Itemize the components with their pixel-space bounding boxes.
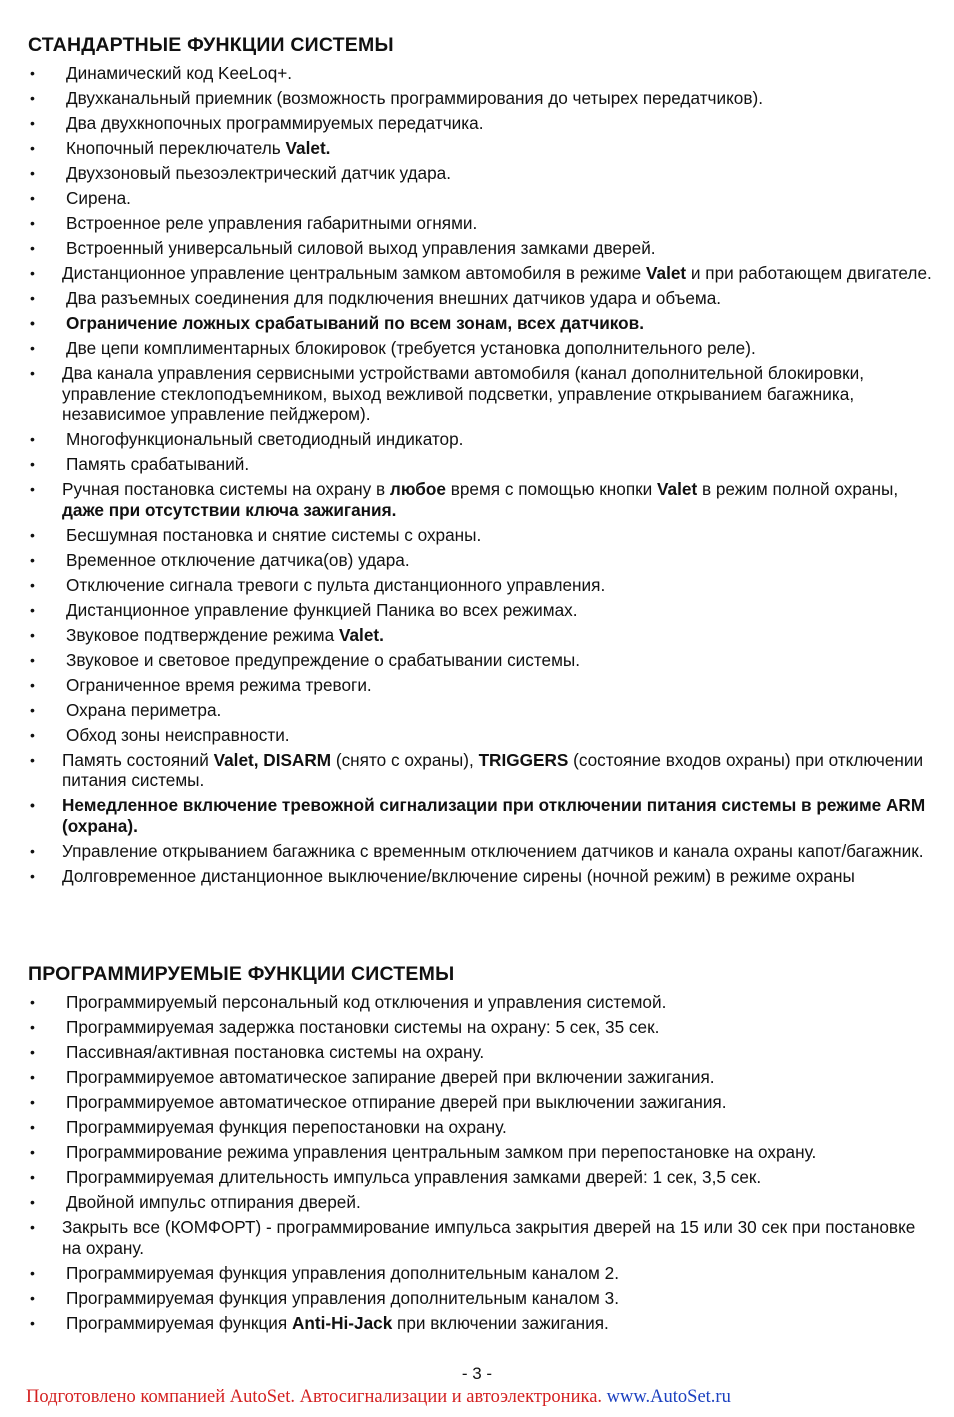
bullet-icon: •	[30, 140, 35, 156]
bullet-icon: •	[30, 1069, 35, 1085]
list-item	[0, 113, 954, 134]
item-text: Программируемая функция управления дополнительным каналом 2.	[66, 1262, 619, 1283]
bullet-icon: •	[30, 240, 35, 256]
list-item	[0, 1192, 954, 1213]
standard-functions-heading: СТАНДАРТНЫЕ ФУНКЦИИ СИСТЕМЫ	[28, 34, 394, 56]
list-item	[0, 88, 954, 109]
item-text: Отключение сигнала тревоги с пульта дистанционного управления.	[66, 574, 606, 595]
bullet-icon: •	[30, 551, 35, 568]
item-text: и при работающем двигателе.	[686, 263, 932, 283]
list-item	[0, 795, 954, 836]
list-item	[0, 1067, 954, 1088]
bullet-icon: •	[30, 797, 35, 813]
item-text: Двухзоновый пьезоэлектрический датчик удара.	[66, 163, 451, 183]
bullet-icon: •	[30, 115, 35, 131]
bullet-icon: •	[30, 1169, 35, 1185]
list-item	[0, 429, 954, 450]
list-item	[0, 363, 954, 425]
bullet-icon: •	[30, 265, 35, 281]
item-text: Встроенный универсальный силовой выход управления замками дверей.	[66, 238, 656, 258]
item-text: Программируемая длительность импульса управления замками дверей: 1 сек, 3,5 сек.	[66, 1167, 762, 1187]
list-item	[0, 288, 954, 309]
item-text: Программируемая функция	[66, 1312, 292, 1333]
list-item	[0, 454, 954, 475]
item-text: Долговременное дистанционное выключение/включение сирены (ночной режим) в режиме охраны	[62, 865, 855, 886]
item-text: при включении зажигания.	[392, 1312, 609, 1333]
list-item	[0, 625, 954, 646]
list-item	[0, 1042, 954, 1063]
list-item	[0, 866, 954, 887]
list-item	[0, 1288, 954, 1309]
item-text: Динамический код KeeLoq+.	[66, 63, 293, 83]
item-text: Два двухкнопочных программируемых передатчика.	[66, 113, 484, 133]
bullet-icon: •	[30, 431, 35, 447]
item-text: Многофункциональный светодиодный индикатор.	[66, 429, 464, 449]
bullet-icon: •	[30, 601, 35, 618]
bullet-icon: •	[30, 751, 35, 768]
bullet-icon: •	[30, 1094, 35, 1110]
bullet-icon: •	[30, 1289, 35, 1306]
item-text: Два разъемных соединения для подключения внешних датчиков удара и объема.	[66, 288, 722, 308]
item-text: (снято с охраны),	[331, 749, 479, 770]
bullet-icon: •	[30, 576, 35, 593]
list-item	[0, 163, 954, 184]
item-text: Программируемое автоматическое запирание дверей при включении зажигания.	[66, 1067, 715, 1087]
bullet-icon: •	[30, 315, 35, 331]
bullet-icon: •	[30, 842, 35, 859]
bold-text: Valet.	[285, 138, 331, 158]
list-item	[0, 841, 954, 862]
list-item	[0, 750, 954, 791]
bullet-icon: •	[30, 165, 35, 181]
bullet-icon: •	[30, 1119, 35, 1135]
list-item	[0, 675, 954, 696]
list-item	[0, 63, 954, 84]
list-item	[0, 550, 954, 571]
item-text: Программируемая задержка постановки системы на охрану: 5 сек, 35 сек.	[66, 1017, 660, 1037]
list-item	[0, 600, 954, 621]
item-text: Немедленное включение тревожной сигнализации при отключении питания системы в режиме ARM (охрана).	[62, 795, 926, 836]
bullet-icon: •	[30, 65, 35, 81]
bullet-icon: •	[30, 456, 35, 472]
item-text: Закрыть все (КОМФОРТ) - программирование импульса закрытия дверей на 15 или 30 сек при постановке на охрану.	[62, 1217, 916, 1258]
bullet-icon: •	[30, 726, 35, 743]
bullet-icon: •	[30, 626, 35, 643]
item-text: время с помощью кнопки	[445, 479, 658, 499]
item-text: Двухканальный приемник (возможность программирования до четырех передатчиков).	[66, 88, 763, 108]
bold-text: Anti-Hi-Jack	[291, 1312, 393, 1333]
list-item	[0, 188, 954, 209]
item-text: Кнопочный переключатель	[66, 138, 286, 158]
item-text: Два канала управления сервисными устройствами автомобиля (канал дополнительной блокировки, управление стеклоподъемником, выход вежливой подсветки, управление открыванием багажника, независимое управление пейджером).	[62, 363, 865, 424]
bullet-icon: •	[30, 1219, 35, 1235]
bullet-icon: •	[30, 481, 35, 497]
item-text: Бесшумная постановка и снятие системы с охраны.	[66, 524, 482, 545]
bullet-icon: •	[30, 1314, 35, 1331]
item-text: Временное отключение датчика(ов) удара.	[66, 549, 410, 570]
bold-text: Valet.	[338, 624, 384, 645]
list-item	[0, 1017, 954, 1038]
bullet-icon: •	[30, 867, 35, 884]
list-item	[0, 479, 954, 520]
list-item	[0, 138, 954, 159]
item-text: Память состояний	[62, 749, 214, 770]
list-item	[0, 1263, 954, 1284]
bullet-icon: •	[30, 1044, 35, 1060]
bold-text: TRIGGERS	[478, 749, 569, 770]
item-text: Дистанционное управление функцией Паника во всех режимах.	[66, 599, 578, 620]
item-text: (состояние входов охраны) при отключении питания системы.	[62, 749, 924, 790]
item-text: Программируемый персональный код отключения и управления системой.	[66, 992, 667, 1012]
item-text: Дистанционное управление центральным замком автомобиля в режиме	[62, 263, 647, 283]
bullet-icon: •	[30, 526, 35, 543]
list-item	[0, 992, 954, 1013]
item-text: Управление открыванием багажника с временным отключением датчиков и канала охраны капот/багажник.	[62, 840, 924, 861]
list-item	[0, 650, 954, 671]
item-text: Ограниченное время режима тревоги.	[66, 674, 372, 695]
footer-link[interactable]: www.AutoSet.ru	[606, 1387, 731, 1407]
item-text: Обход зоны неисправности.	[66, 724, 290, 745]
item-text: Охрана периметра.	[66, 699, 222, 720]
item-text: Программирование режима управления центральным замком при перепостановке на охрану.	[66, 1142, 817, 1162]
bold-text: даже при отсутствии ключа зажигания.	[62, 499, 397, 520]
item-text: в режим полной охраны,	[697, 479, 899, 499]
item-text: Звуковое подтверждение режима	[66, 624, 339, 645]
item-text: Программируемое автоматическое отпирание дверей при выключении зажигания.	[66, 1092, 727, 1112]
item-text: Две цепи комплиментарных блокировок (требуется установка дополнительного реле).	[66, 338, 756, 358]
item-text: Программируемая функция управления дополнительным каналом 3.	[66, 1287, 619, 1308]
bullet-icon: •	[30, 1144, 35, 1160]
footer-text: Подготовлено компанией AutoSet. Автосигнализации и автоэлектроника.	[26, 1387, 607, 1407]
bullet-icon: •	[30, 676, 35, 693]
list-item	[0, 1142, 954, 1163]
list-item	[0, 1167, 954, 1188]
list-item	[0, 338, 954, 359]
list-item	[0, 725, 954, 746]
item-text: Встроенное реле управления габаритными огнями.	[66, 213, 478, 233]
list-item	[0, 213, 954, 234]
standard-functions-list	[0, 63, 954, 891]
bullet-icon: •	[30, 90, 35, 106]
list-item	[0, 700, 954, 721]
programmable-functions-heading: ПРОГРАММИРУЕМЫЕ ФУНКЦИИ СИСТЕМЫ	[28, 963, 455, 985]
bullet-icon: •	[30, 340, 35, 356]
bold-text: Valet	[646, 263, 687, 283]
bold-text: Valet, DISARM	[213, 749, 332, 770]
list-item	[0, 575, 954, 596]
list-item	[0, 1313, 954, 1334]
bullet-icon: •	[30, 1264, 35, 1281]
bullet-icon: •	[30, 190, 35, 206]
programmable-functions-list	[0, 992, 954, 1338]
bullet-icon: •	[30, 290, 35, 306]
bullet-icon: •	[30, 365, 35, 381]
item-text: Ручная постановка системы на охрану в	[62, 479, 390, 499]
item-text: Программируемая функция перепостановки на охрану.	[66, 1117, 507, 1137]
list-item	[0, 238, 954, 259]
list-item	[0, 263, 954, 284]
item-text: Двойной импульс отпирания дверей.	[66, 1192, 361, 1212]
bullet-icon: •	[30, 651, 35, 668]
bullet-icon: •	[30, 1194, 35, 1210]
bullet-icon: •	[30, 701, 35, 718]
bullet-icon: •	[30, 215, 35, 231]
list-item	[0, 1217, 954, 1258]
footer-credit	[26, 1387, 731, 1408]
item-text: Ограничение ложных срабатываний по всем зонам, всех датчиков.	[66, 313, 644, 333]
list-item	[0, 1117, 954, 1138]
bold-text: Valet	[657, 479, 698, 499]
bullet-icon: •	[30, 994, 35, 1010]
list-item	[0, 313, 954, 334]
list-item	[0, 1092, 954, 1113]
bullet-icon: •	[30, 1019, 35, 1035]
page-number: - 3 -	[461, 1364, 493, 1383]
list-item	[0, 525, 954, 546]
item-text: Сирена.	[66, 188, 131, 208]
item-text: Пассивная/активная постановка системы на охрану.	[66, 1042, 485, 1062]
item-text: Память срабатываний.	[66, 454, 250, 474]
item-text: Звуковое и световое предупреждение о срабатывании системы.	[66, 649, 581, 670]
bold-text: любое	[389, 479, 446, 499]
